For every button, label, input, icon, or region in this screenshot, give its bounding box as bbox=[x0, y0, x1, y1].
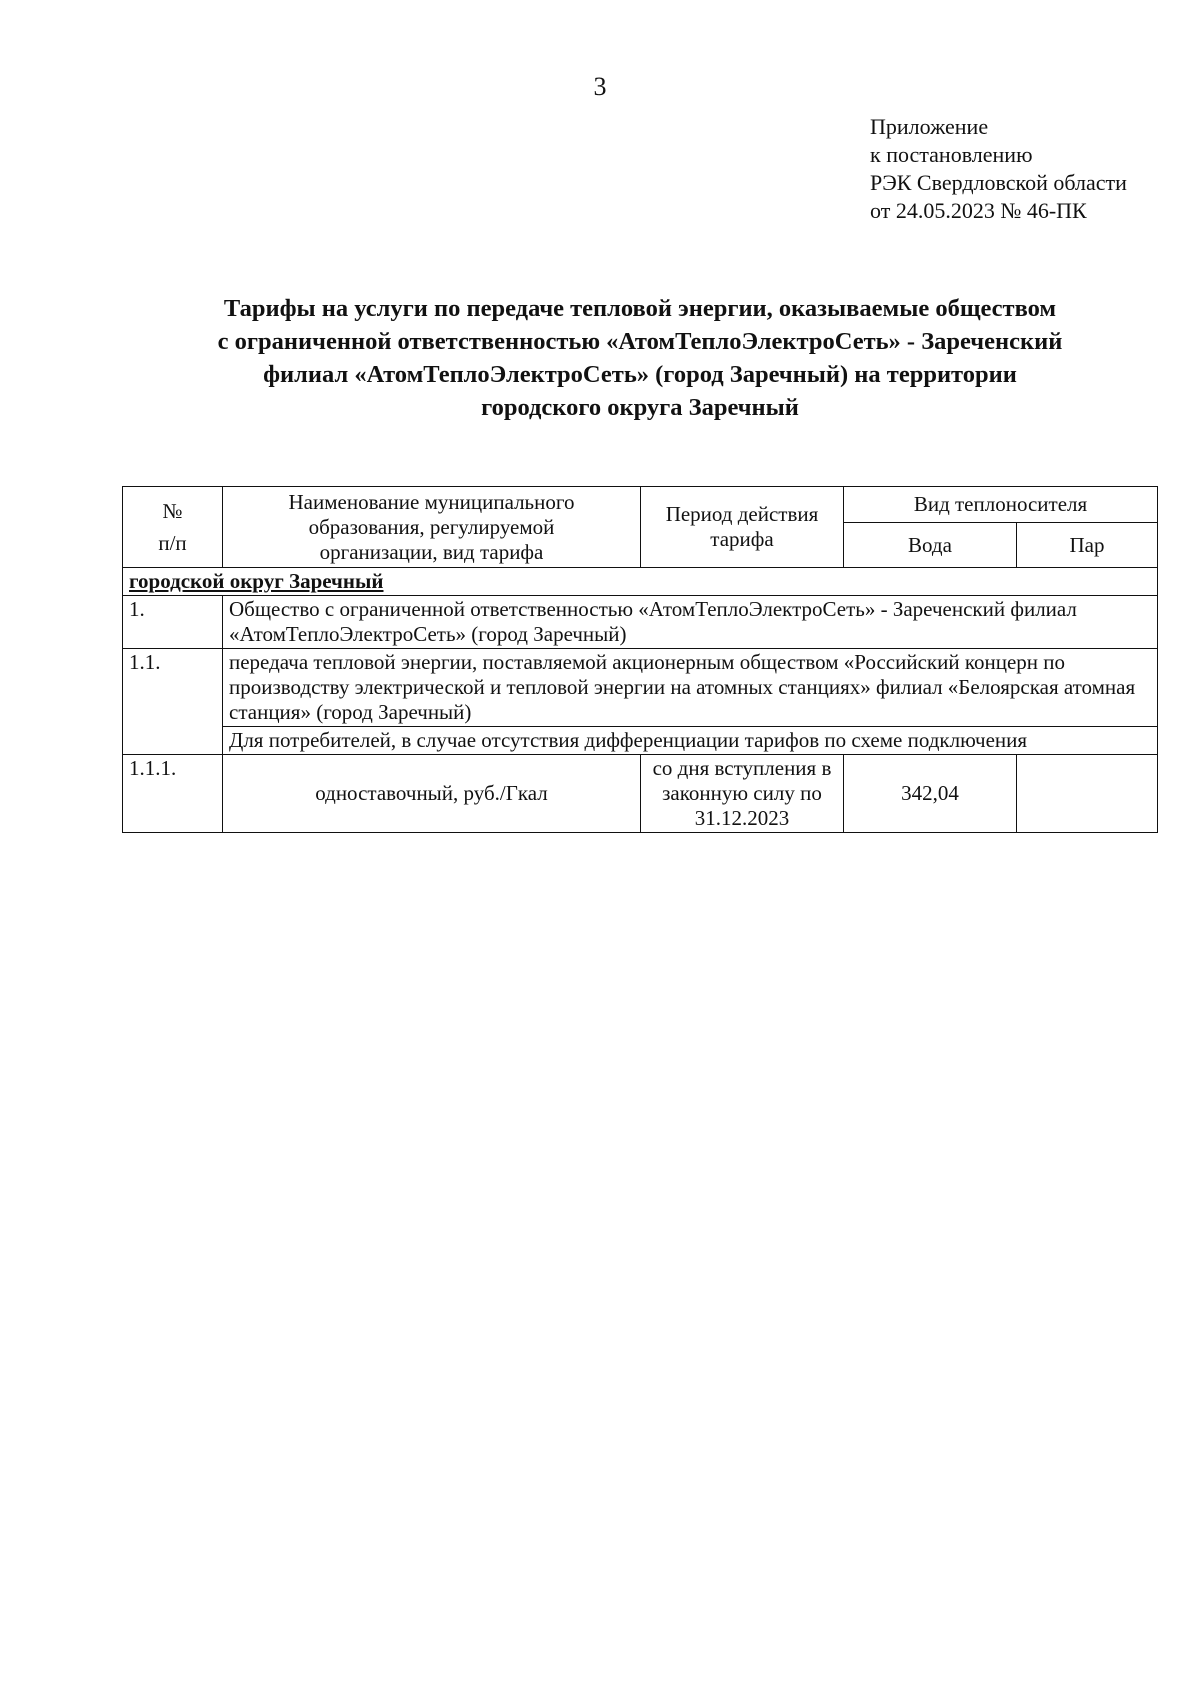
group-title: городской округ Заречный bbox=[123, 568, 1158, 596]
header-num bbox=[123, 487, 223, 568]
title-line: Тарифы на услуги по передаче тепловой энергии, оказываемые обществом bbox=[223, 295, 1057, 322]
appendix-line: от 24.05.2023 № 46-ПК bbox=[870, 198, 1087, 223]
header-num-line: п/п bbox=[158, 531, 187, 555]
title-line: городского округа Заречный bbox=[481, 394, 799, 421]
table-header-row bbox=[123, 487, 1158, 523]
row-number: 1.1. bbox=[123, 649, 223, 755]
table-row bbox=[123, 596, 1158, 649]
table-row bbox=[123, 755, 1158, 833]
table-row bbox=[123, 727, 1158, 755]
header-carrier: Вид теплоносителя bbox=[844, 487, 1158, 523]
tariffs-table bbox=[122, 486, 1158, 833]
header-water: Вода bbox=[844, 523, 1017, 568]
group-row bbox=[123, 568, 1158, 596]
document-title bbox=[120, 292, 1160, 424]
title-line: с ограниченной ответственностью «АтомТеплоЭлектроСеть» - Зареченский bbox=[217, 328, 1063, 355]
row-text: Общество с ограниченной ответственностью «АтомТеплоЭлектроСеть» - Зареченский филиал «АтомТеплоЭлектроСеть» (город Заречный) bbox=[223, 596, 1158, 649]
row-text: Для потребителей, в случае отсутствия дифференциации тарифов по схеме подключения bbox=[223, 727, 1158, 755]
header-name: Наименование муниципального образования, регулируемой организации, вид тарифа bbox=[223, 487, 641, 568]
page-number: 3 bbox=[593, 72, 607, 101]
tariff-water-value: 342,04 bbox=[844, 755, 1017, 833]
row-number: 1.1.1. bbox=[123, 755, 223, 833]
header-num-line: № bbox=[162, 499, 183, 523]
header-steam: Пар bbox=[1017, 523, 1158, 568]
appendix-line: к постановлению bbox=[870, 142, 1033, 167]
appendix-block bbox=[870, 113, 1127, 225]
header-period: Период действия тарифа bbox=[641, 487, 844, 568]
title-line: филиал «АтомТеплоЭлектроСеть» (город Заречный) на территории bbox=[263, 361, 1017, 388]
table-row bbox=[123, 649, 1158, 727]
tariff-steam-value bbox=[1017, 755, 1158, 833]
row-number: 1. bbox=[123, 596, 223, 649]
appendix-line: Приложение bbox=[870, 114, 989, 139]
appendix-line: РЭК Свердловской области bbox=[870, 170, 1127, 195]
tariff-period: со дня вступления в законную силу по 31.12.2023 bbox=[641, 755, 844, 833]
row-text: передача тепловой энергии, поставляемой акционерным обществом «Российский концерн по производству электрической и тепловой энергии на атомных станциях» филиал «Белоярская атомная станция» (город Заречный) bbox=[223, 649, 1158, 727]
tariff-name: одноставочный, руб./Гкал bbox=[223, 755, 641, 833]
